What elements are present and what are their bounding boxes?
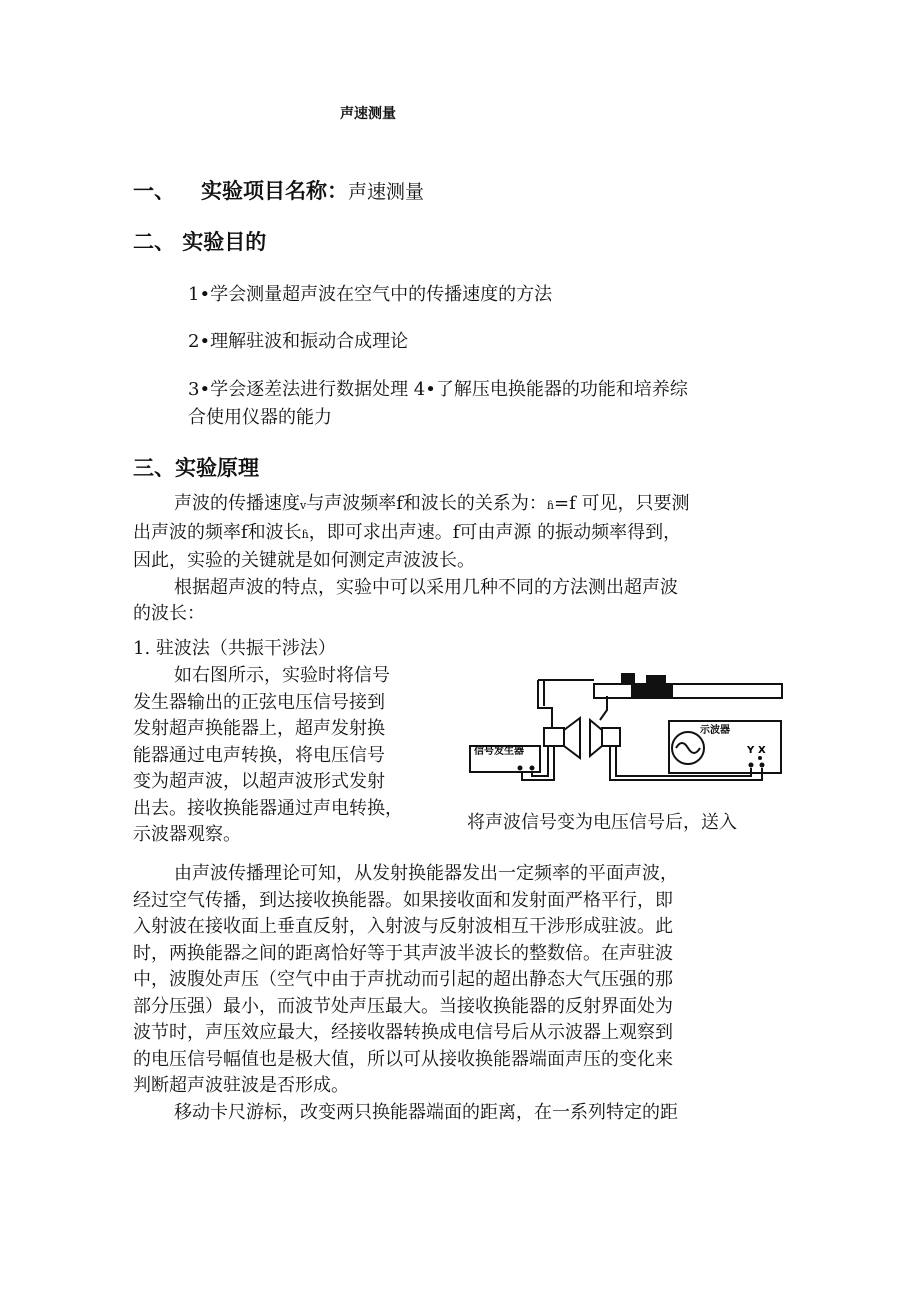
body-paragraph [133, 861, 803, 1126]
method-1-title: 1. 驻波法（共振干涉法） [133, 638, 336, 659]
objective-item-1: 1•学会测量超声波在空气中的传播速度的方法 [188, 284, 553, 305]
terminal-x-label: X [758, 745, 766, 756]
body-line-6: 部分压强）最小，而波节处声压最大。当接收换能器的反射界面处为 [133, 995, 673, 1017]
body-line-3: 入射波在接收面上垂直反射，入射波与反射波相互干涉形成驻波。此 [133, 916, 673, 937]
body-line-5: 中，波腹处声压（空气中由于声扰动而引起的超出静态大气压强的那 [133, 969, 673, 990]
objective-item-3-continued: 合使用仪器的能力 [188, 407, 332, 428]
method-line-4: 能器通过电声转换，将电压信号 [133, 744, 385, 766]
wire-scope-2 [616, 746, 751, 776]
body-line-4: 时，两换能器之间的距离恰好等于其声波半波长的整数倍。在声驻波 [133, 942, 673, 964]
receiver-arm [600, 696, 607, 720]
transmitter-horn [564, 718, 580, 758]
method-line-1: 如右图所示，实验时将信号 [174, 665, 390, 686]
document-title: 声速测量 [340, 106, 396, 122]
receiver-transducer [602, 728, 620, 746]
caliper-vernier [632, 686, 672, 696]
objective-item-2: 2•理解驻波和振动合成理论 [188, 331, 409, 352]
terminal-y-label: Y [747, 745, 755, 756]
body-line-9: 判断超声波驻波是否形成。 [133, 1075, 349, 1096]
body-line-7: 波节时，声压效应最大，经接收器转换成电信号后从示波器上观察到 [133, 1022, 673, 1043]
intro-paragraph [133, 491, 803, 628]
method-1-left-text [133, 663, 453, 849]
intro-line-4: 根据超声波的特点，实验中可以采用几种不同的方法测出超声波 [174, 576, 678, 598]
section-1-heading [133, 175, 424, 205]
intro-line-2: 出声波的频率f和波长ɦ，即可求出声速。f可由声源 的振动频率得到， [133, 521, 682, 543]
objective-item-3: 3•学会逐差法进行数据处理 4•了解压电换能器的功能和培养综 [188, 379, 688, 400]
receiver-horn [590, 720, 602, 756]
sine-wave-icon [676, 743, 700, 753]
method-line-6: 出去。接收换能器通过声电转换， [133, 797, 403, 819]
section-3-heading: 三、实验原理 [133, 456, 259, 480]
body-line-1: 由声波传播理论可知，从发射换能器发出一定频率的平面声波， [174, 863, 678, 884]
body-line-8: 的电压信号幅值也是极大值，所以可从接收换能器端面声压的变化来 [133, 1048, 673, 1070]
apparatus-diagram [462, 668, 787, 788]
method-line-3: 发射超声换能器上，超声发射换 [133, 718, 385, 739]
section-2-heading: 二、 实验目的 [133, 230, 267, 254]
method-right-line: 将声波信号变为电压信号后，送入 [467, 812, 737, 833]
signal-generator-label: 信号发生器 [474, 746, 524, 757]
method-line-7: 示波器观察。 [133, 824, 241, 845]
intro-line-5: 的波长： [133, 603, 205, 624]
section-1-number: 一、 [133, 179, 175, 203]
section-1-value: 声速测量 [348, 181, 425, 203]
wire-gen-1 [522, 746, 554, 780]
caliper-slider [622, 674, 634, 684]
transmitter-transducer [544, 728, 564, 746]
intro-line-3: 因此，实验的关键就是如何测定声波波长。 [133, 550, 475, 571]
method-line-2: 发生器输出的正弦电压信号接到 [133, 691, 385, 713]
body-line-2: 经过空气传播，到达接收换能器。如果接收面和发射面严格平行，即 [133, 889, 673, 911]
intro-line-1: 声波的传播速度v与声波频率f和波长的关系为：ɦ=f 可见，只要测 [174, 493, 690, 514]
method-line-5: 变为超声波，以超声波形式发射 [133, 771, 385, 792]
frame-left [538, 680, 594, 728]
caliper-rail [594, 684, 782, 698]
body-line-10: 移动卡尺游标，改变两只换能器端面的距离，在一系列特定的距 [174, 1101, 678, 1123]
section-1-label: 实验项目名称： [201, 179, 348, 203]
oscilloscope-label: 示波器 [700, 725, 730, 736]
